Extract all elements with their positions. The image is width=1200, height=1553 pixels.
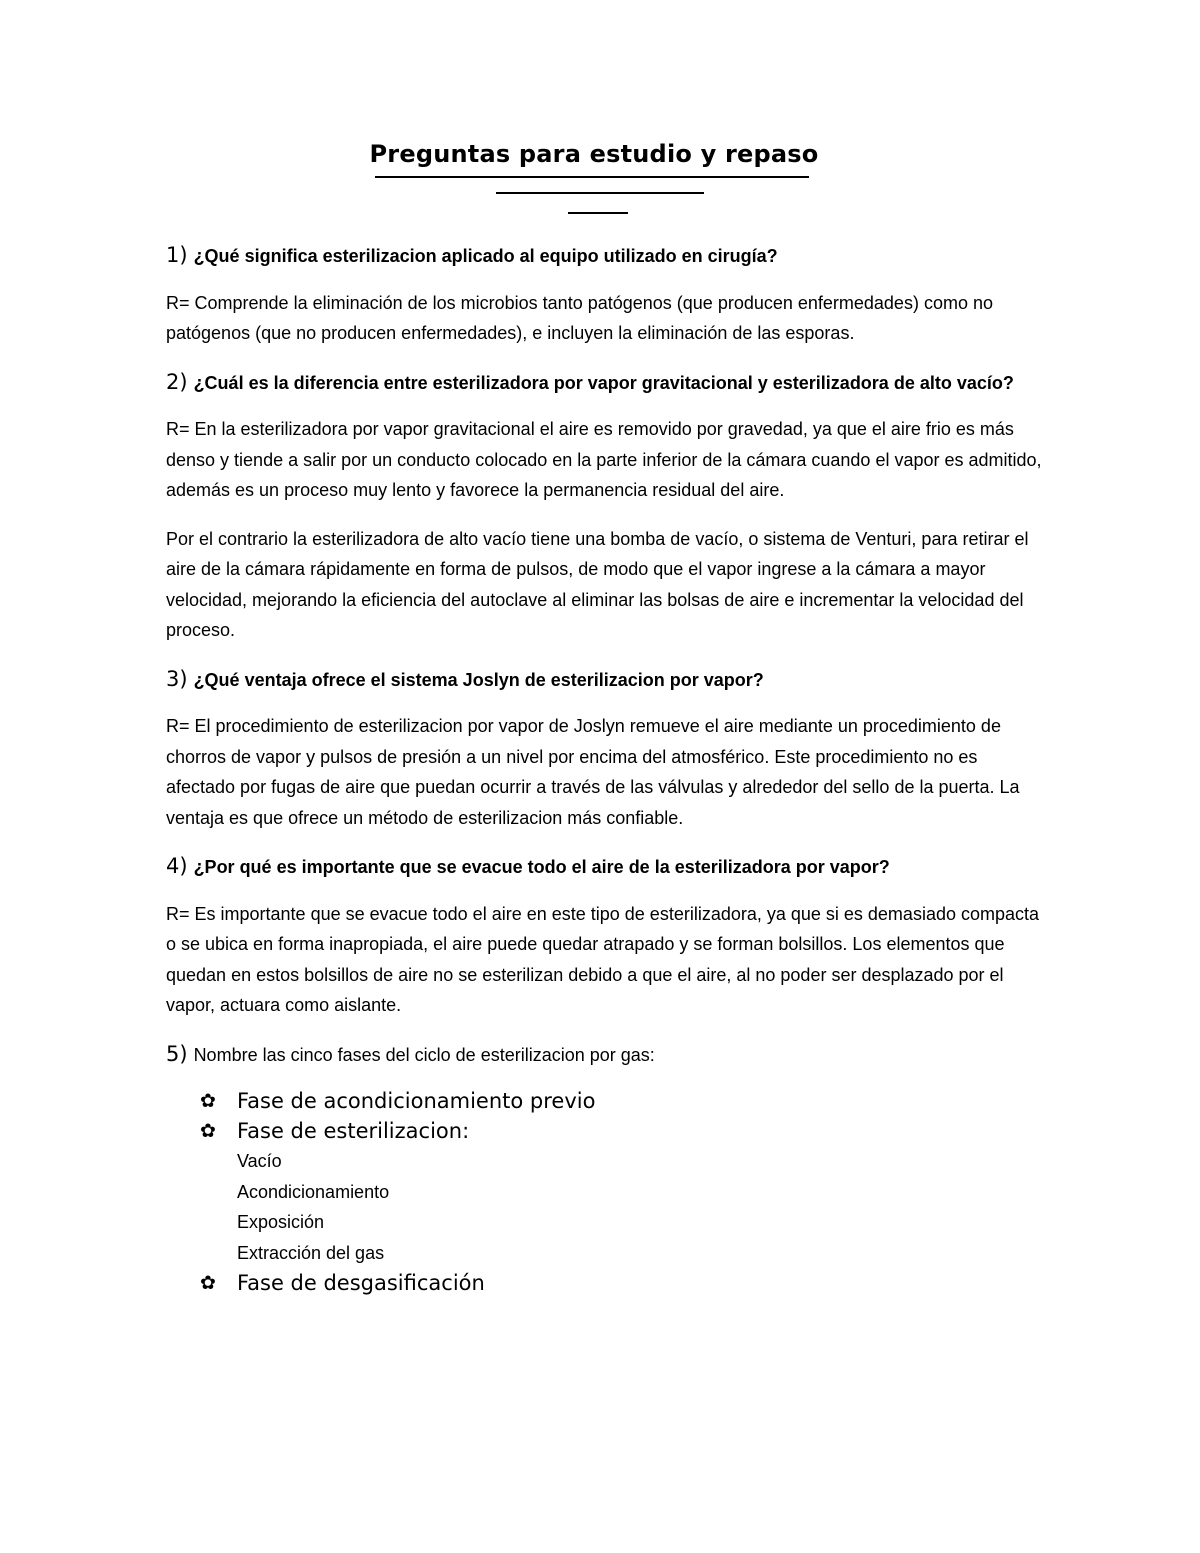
phase-item — [200, 1268, 1046, 1298]
answer-1: R= Comprende la eliminación de los microbios tanto patógenos (que producen enfermedades) como no patógenos (que no producen enfermedades), e incluyen la eliminación de las esporas. — [166, 292, 993, 343]
phase-list — [166, 1086, 1046, 1298]
title-underline-second — [496, 192, 704, 194]
question-number: 5) — [166, 1041, 188, 1066]
answer-3: R= El procedimiento de esterilizacion por vapor de Joslyn remueve el aire mediante un procedimiento de chorros de vapor y pulsos de presión a un nivel por encima del atmosférico. Este procedimiento no es afectado por fugas de aire que puedan ocurrir a través de las válvulas y alrededor del sello de la puerta. La ventaja es que ofrece un método de esterilizacion más confiable. — [166, 716, 1020, 828]
phase-item — [200, 1086, 1046, 1116]
phase-label: Fase de desgasificación — [237, 1271, 485, 1295]
phase-subitem-list — [237, 1146, 1046, 1268]
answer-4: R= Es importante que se evacue todo el aire en este tipo de esterilizadora, ya que si es demasiado compacta o se ubica en forma inapropiada, el aire puede quedar atrapado y se forman bolsillos. Los elementos que quedan en estos bolsillos de aire no se esterilizan debido a que el aire, al no poder ser desplazado por el vapor, actuara como aislante. — [166, 903, 1040, 1015]
title-underline — [375, 176, 809, 178]
flower-bullet-icon: ✿ — [200, 1272, 216, 1294]
phase-label: Fase de acondicionamiento previo — [237, 1089, 596, 1113]
question-text: ¿Qué ventaja ofrece el sistema Joslyn de esterilizacion por vapor? — [193, 669, 764, 690]
phase-item — [200, 1116, 1046, 1268]
question-number: 3) — [166, 666, 188, 691]
question-1 — [166, 240, 1046, 272]
question-5 — [166, 1039, 1046, 1071]
question-2 — [166, 367, 1046, 399]
question-text: ¿Qué significa esterilizacion aplicado al equipo utilizado en cirugía? — [193, 246, 778, 266]
phase-subitem: Extracción del gas — [237, 1242, 385, 1263]
answer-2-part-2: Por el contrario la esterilizadora de alto vacío tiene una bomba de vacío, o sistema de Venturi, para retirar el aire de la cámara rápidamente en forma de pulsos, de modo que el vapor ingrese a la cámara a mayor velocidad, mejorando la eficiencia del autoclave al eliminar las bolsas de aire e incrementar la velocidad del proceso. — [166, 528, 1029, 640]
document-title: Preguntas para estudio y repaso — [369, 140, 819, 168]
document-body — [166, 240, 1046, 1298]
phase-subitem: Exposición — [237, 1212, 325, 1232]
question-text: Nombre las cinco fases del ciclo de esterilizacion por gas: — [193, 1044, 655, 1065]
flower-bullet-icon: ✿ — [200, 1120, 216, 1142]
title-underline-third — [568, 212, 628, 214]
question-text: ¿Por qué es importante que se evacue todo el aire de la esterilizadora por vapor? — [193, 857, 890, 877]
question-number: 1) — [166, 243, 188, 267]
question-4 — [166, 851, 1046, 883]
question-number: 4) — [166, 854, 188, 878]
flower-bullet-icon: ✿ — [200, 1090, 216, 1112]
question-3 — [166, 664, 1046, 696]
answer-2-part-1: R= En la esterilizadora por vapor gravitacional el aire es removido por gravedad, ya que el aire frio es más denso y tiende a salir por un conducto colocado en la parte inferior de la cámara cuando el vapor es admitido, además es un proceso muy lento y favorece la permanencia residual del aire. — [166, 419, 1042, 500]
question-text: ¿Cuál es la diferencia entre esterilizadora por vapor gravitacional y esterilizadora de alto vacío? — [193, 372, 1014, 393]
phase-subitem: Acondicionamiento — [237, 1181, 390, 1202]
question-number: 2) — [166, 369, 188, 394]
phase-label: Fase de esterilizacion: — [237, 1119, 470, 1143]
phase-subitem: Vacío — [237, 1151, 282, 1171]
